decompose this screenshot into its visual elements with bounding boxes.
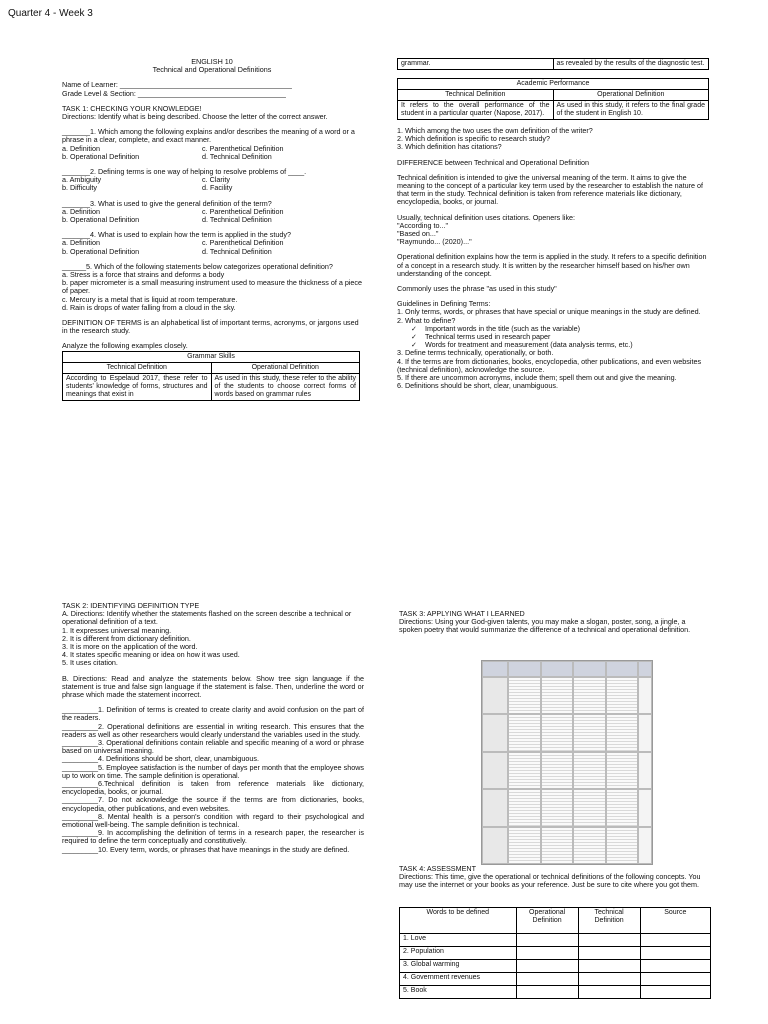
assessment-table: [399, 907, 711, 999]
q4-option-b: b. Operational Definition: [62, 246, 140, 256]
table-header: Technical Definition: [398, 90, 554, 101]
difference-title: DIFFERENCE between Technical and Operational Definition: [397, 157, 590, 167]
part-b-item-3: _________3. Operational definitions contain reliable and specific meaning of a word or phrase based on universal meaning.: [62, 738, 364, 756]
q2-option-b: b. Difficulty: [62, 183, 98, 193]
part-b-item-7: _________7. Do not acknowledge the source if the terms are from dictionaries, books, encyclopedia, other publications, and even websites.: [62, 795, 364, 813]
academic-performance-table: [397, 78, 709, 120]
question-4: _______4. What is used to explain how the term is applied in the study?: [62, 230, 291, 240]
guideline-2a: ✓ Important words in the title (such as the variable): [411, 323, 581, 333]
table-cell: As used in this study, these refer to the ability of the students to choose correct forms of words based on grammar rules: [211, 373, 360, 400]
q1-option-d: d. Technical Definition: [202, 151, 272, 161]
answer-cell[interactable]: [640, 934, 710, 947]
table-caption: Grammar Skills: [63, 351, 360, 362]
analysis-question-3: 3. Which definition has citations?: [397, 142, 502, 152]
task1-title: TASK 1: CHECKING YOUR KNOWLEDGE!: [62, 103, 202, 113]
q2-option-c: c. Clarity: [202, 175, 230, 185]
name-line: Name of Learner: ___________________________________________: [62, 80, 292, 90]
q3-option-c: c. Parenthetical Definition: [202, 206, 284, 216]
part-a-item-2: 2. It is different from dictionary definition.: [62, 633, 191, 643]
check-icon: ✓: [411, 323, 418, 333]
answer-cell[interactable]: [516, 973, 578, 986]
part-a-item-1: 1. It expresses universal meaning.: [62, 625, 172, 635]
part-b-item-10: _________10. Every term, words, or phrases that have meanings in the study are defined.: [62, 844, 350, 854]
q3-option-d: d. Technical Definition: [202, 215, 272, 225]
table-cell: as revealed by the results of the diagnostic test.: [553, 59, 709, 70]
opener-2: "Based on...": [397, 229, 439, 239]
grammar-skills-table: [62, 351, 360, 401]
guideline-4: 4. If the terms are from dictionaries, books, encyclopedia, other publications, and even websites (technical definition), acknowledge the source.: [397, 356, 702, 374]
assessment-word: 3. Global warming: [400, 960, 517, 973]
assessment-word: 5. Book: [400, 986, 517, 999]
part-b-item-2: _________2. Operational definitions are essential in writing research. This ensures that the readers as well as other researchers would clearly understand the variables used in the study.: [62, 721, 364, 739]
page1-column: [62, 58, 362, 401]
part-b-item-9: _________9. In accomplishing the definition of terms in a research paper, the researcher is required to define the term conceptually and constitutively.: [62, 828, 364, 846]
answer-cell[interactable]: [640, 947, 710, 960]
commonly-line: Commonly uses the phrase "as used in this study": [397, 284, 557, 294]
part-b-item-8: _________8. Mental health is a person's condition with regard to their psychological and emotional well-being. The sample definition is technical.: [62, 811, 364, 830]
guidelines-title: Guidelines in Defining Terms:: [397, 299, 491, 309]
task2-title: TASK 2: IDENTIFYING DEFINITION TYPE: [62, 601, 200, 610]
answer-cell[interactable]: [640, 986, 710, 999]
quarter-week-label: Quarter 4 - Week 3: [8, 8, 93, 19]
q4-option-a: a. Definition: [62, 238, 100, 248]
question-2: _______2. Defining terms is one way of helping to resolve problems of ____.: [62, 167, 307, 177]
answer-cell[interactable]: [578, 973, 640, 986]
q1-option-c: c. Parenthetical Definition: [202, 143, 284, 153]
task3-title: TASK 3: APPLYING WHAT I LEARNED: [399, 609, 525, 618]
q3-option-b: b. Operational Definition: [62, 215, 140, 225]
doc-subtitle: Technical and Operational Definitions: [152, 65, 272, 75]
assessment-header: Technical Definition: [578, 908, 640, 934]
guideline-5: 5. If there are uncommon acronyms, include them; spell them out and give the meaning.: [397, 373, 677, 383]
task1-directions: Directions: Identify what is being described. Choose the letter of the correct answer.: [62, 112, 328, 122]
q5-option-d: d. Rain is drops of water falling from a cloud in the sky.: [62, 302, 236, 312]
analyze-instruction: Analyze the following examples closely.: [62, 341, 188, 351]
rubric-image: [481, 660, 653, 865]
technical-definition-paragraph: Technical definition is intended to give the universal meaning of the term. It aims to give the meaning to the concept of a particular key term used by the researcher to establish the nature of that term in the study. Technical definition is taken from reference materials like dictionary, encyclopedia, books, or journal.: [397, 172, 704, 207]
answer-cell[interactable]: [578, 947, 640, 960]
part-b-item-6: _________6.Technical definition is taken from reference materials like dictionary, encyclopedia, books, or journal.: [62, 779, 364, 797]
guideline-1: 1. Only terms, words, or phrases that have special or unique meanings in the study are defined.: [397, 307, 701, 317]
q3-option-a: a. Definition: [62, 206, 100, 216]
table-header: Technical Definition: [63, 362, 212, 373]
part-b-item-1: _________1. Definition of terms is created to create clarity and avoid confusion on the part of the readers.: [62, 705, 364, 723]
guideline-3: 3. Define terms technically, operationally, or both.: [397, 348, 554, 358]
usually-line: Usually, technical definition uses citations. Openers like:: [397, 212, 576, 222]
answer-cell[interactable]: [516, 947, 578, 960]
question-3: _______3. What is used to give the general definition of the term?: [62, 198, 272, 208]
part-a-item-3: 3. It is more on the application of the word.: [62, 642, 198, 652]
q2-option-d: d. Facility: [202, 183, 233, 193]
answer-cell[interactable]: [516, 986, 578, 999]
grammar-table-continued: [397, 58, 709, 70]
table-cell: grammar.: [398, 59, 554, 70]
table-header: Operational Definition: [211, 362, 360, 373]
guideline-2b: ✓ Technical terms used in research paper: [411, 332, 551, 342]
task4-title: TASK 4: ASSESSMENT: [399, 864, 476, 873]
part-a-directions: A. Directions: Identify whether the statements flashed on the screen describe a technical or operational definition of a text.: [62, 609, 352, 627]
q2-option-a: a. Ambiguity: [62, 175, 102, 185]
grade-line: Grade Level & Section: _____________________________________: [62, 88, 286, 98]
page3-column: [62, 602, 364, 854]
assessment-word: 1. Love: [400, 934, 517, 947]
doc-title: ENGLISH 10: [191, 57, 233, 66]
assessment-header: Words to be defined: [400, 908, 517, 934]
definition-of-terms-paragraph: DEFINITION OF TERMS is an alphabetical list of important terms, acronyms, or jargons used in the research study.: [62, 318, 359, 336]
q4-option-d: d. Technical Definition: [202, 246, 272, 256]
answer-cell[interactable]: [578, 934, 640, 947]
answer-cell[interactable]: [640, 973, 710, 986]
page4-task4: [399, 865, 711, 890]
opener-1: "According to...": [397, 220, 449, 230]
assessment-header: Operational Definition: [516, 908, 578, 934]
part-a-item-5: 5. It uses citation.: [62, 658, 118, 668]
analysis-question-2: 2. Which definition is specific to research study?: [397, 134, 551, 144]
check-icon: ✓: [411, 340, 418, 350]
task3-directions: Directions: Using your God-given talents, you may make a slogan, poster, song, a jingle, a spoken poetry that would summarize the difference of a technical and operational definition.: [399, 617, 691, 635]
q1-option-b: b. Operational Definition: [62, 151, 140, 161]
question-1: _______1. Which among the following explains and/or describes the meaning of a word or a phrase in a clear, complete, and exact manner.: [62, 127, 355, 145]
part-b-item-5: _________5. Employee satisfaction is the number of days per month that the employee shows up to work on time. The sample definition is operational.: [62, 762, 364, 780]
opener-3: "Raymundo... (2020)...": [397, 237, 472, 247]
answer-cell[interactable]: [578, 986, 640, 999]
assessment-header: Source: [640, 908, 710, 934]
table-cell: As used in this study, it refers to the final grade of the student in English 10.: [553, 101, 709, 120]
answer-cell[interactable]: [578, 960, 640, 973]
guideline-2: 2. What to define?: [397, 315, 456, 325]
check-icon: ✓: [411, 332, 418, 342]
question-5: ______5. Which of the following statements below categorizes operational definition?: [62, 261, 333, 271]
q4-option-c: c. Parenthetical Definition: [202, 238, 284, 248]
page2-column: [397, 58, 709, 390]
part-b-item-4: _________4. Definitions should be short, clear, unambiguous.: [62, 754, 259, 764]
table-header: Operational Definition: [553, 90, 709, 101]
table-cell: According to Espelaud 2017, these refer to students' knowledge of forms, structures and meanings that exist in: [63, 373, 212, 400]
analysis-question-1: 1. Which among the two uses the own definition of the writer?: [397, 126, 593, 135]
part-b-directions: B. Directions: Read and analyze the statements below. Show tree sign language if the statement is true and false sign language if the statement is false. Then, underline the word or phrase which made the statement incorrect.: [62, 673, 364, 700]
q5-option-a: a. Stress is a force that strains and deforms a body: [62, 270, 225, 280]
table-cell: It refers to the overall performance of the student in a particular quarter (Napose, 2017).: [398, 101, 554, 120]
answer-cell[interactable]: [516, 934, 578, 947]
operational-definition-paragraph: Operational definition explains how the term is applied in the study. It refers to a specific definition of a concept in a research study. It is written by the researcher himself based on his/her own understanding of the concept.: [397, 252, 707, 278]
page4-task3: [399, 610, 709, 635]
q5-option-c: c. Mercury is a metal that is liquid at room temperature.: [62, 294, 238, 304]
q1-option-a: a. Definition: [62, 143, 100, 153]
q5-option-b: b. paper micrometer is a small measuring instrument used to measure the thickness of a piece of paper.: [62, 278, 363, 296]
answer-cell[interactable]: [516, 960, 578, 973]
assessment-word: 2. Population: [400, 947, 517, 960]
table-caption: Academic Performance: [398, 79, 709, 90]
part-a-item-4: 4. It states specific meaning or idea on how it was used.: [62, 650, 240, 660]
guideline-6: 6. Definitions should be short, clear, unambiguous.: [397, 381, 559, 391]
assessment-word: 4. Government revenues: [400, 973, 517, 986]
task4-directions: Directions: This time, give the operational or technical definitions of the following concepts. You may use the internet or your books as your reference. Just be sure to cite where you got them.: [399, 872, 701, 890]
answer-cell[interactable]: [640, 960, 710, 973]
guideline-2c: ✓ Words for treatment and measurement (data analysis terms, etc.): [411, 340, 633, 350]
